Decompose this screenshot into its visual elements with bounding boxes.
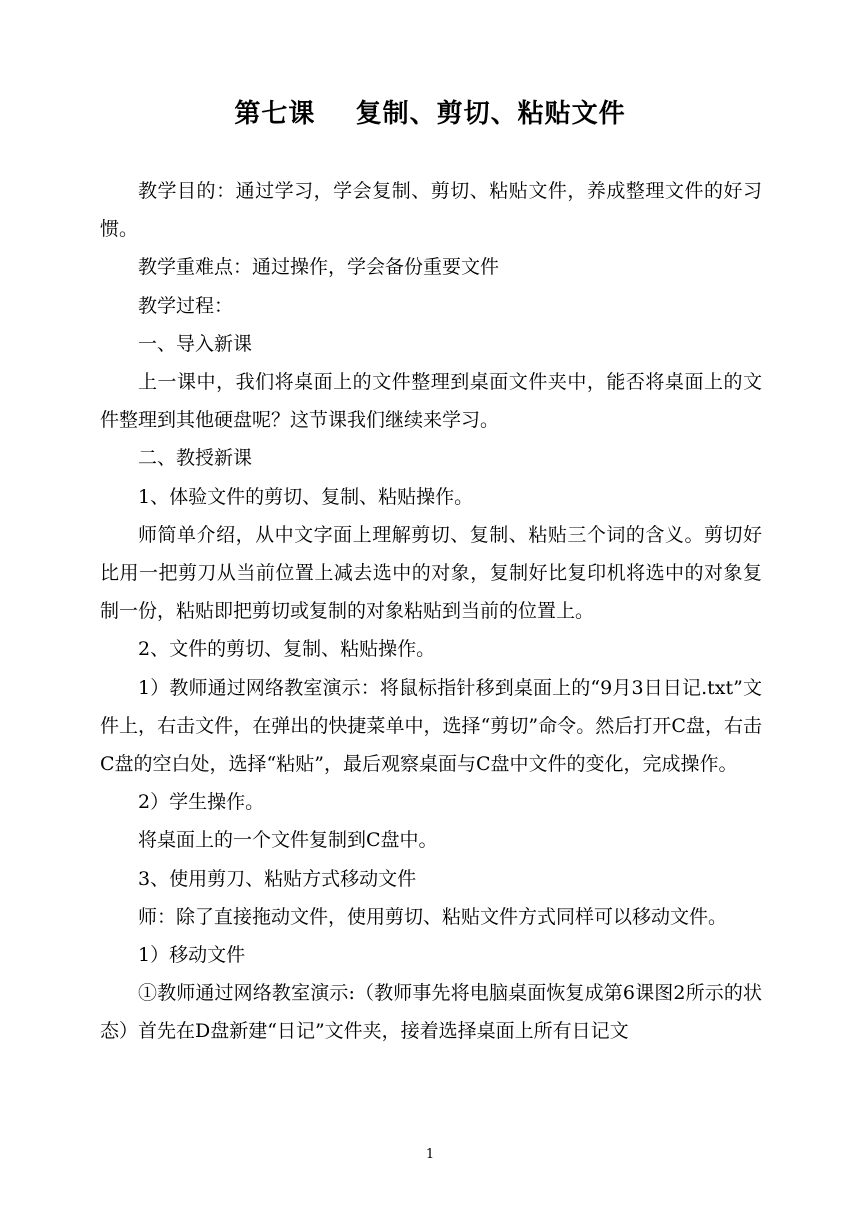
paragraph-move-demo: ①教师通过网络教室演示:（教师事先将电脑桌面恢复成第6课图2所示的状态）首先在D盘新建“日记”文件夹，接着选择桌面上所有日记文: [100, 982, 762, 1043]
paragraph-teaching-process: 教学过程：: [138, 294, 234, 317]
paragraph-student-operation: 2）学生操作。: [138, 791, 265, 814]
paragraph-copy-task: 将桌面上的一个文件复制到C盘中。: [138, 829, 438, 852]
paragraph-term-explanation: 师简单介绍，从中文字面上理解剪切、复制、粘贴三个词的含义。剪切好比用一把剪刀从当前位置上减去选中的对象，复制好比复印机将选中的对象复制一份，粘贴即把剪切或复制的对象粘贴到当前的位置上。: [100, 523, 762, 623]
document-body: [100, 172, 762, 1051]
subheading-move-files: 3、使用剪刀、粘贴方式移动文件: [138, 867, 417, 890]
page-number: 1: [425, 1147, 435, 1162]
paragraph-teacher-demo: 1）教师通过网络教室演示：将鼠标指针移到桌面上的“9月3日日记.txt”文件上，右击文件，在弹出的快捷菜单中，选择“剪切”命令。然后打开C盘，右击C盘的空白处，选择“粘贴”，最后观察桌面与C盘中文件的变化，完成操作。: [100, 676, 762, 776]
subheading-experience-operations: 1、体验文件的剪切、复制、粘贴操作。: [138, 485, 474, 508]
section-heading-introduction: 一、导入新课: [138, 332, 253, 355]
paragraph-introduction: 上一课中，我们将桌面上的文件整理到桌面文件夹中，能否将桌面上的文件整理到其他硬盘呢？这节课我们继续来学习。: [100, 371, 762, 432]
page-title: 第七课 复制、剪切、粘贴文件: [234, 99, 626, 129]
paragraph-teaching-goal: 教学目的：通过学习，学会复制、剪切、粘贴文件，养成整理文件的好习惯。: [100, 180, 762, 241]
section-heading-new-lesson: 二、教授新课: [138, 447, 253, 470]
subheading-move-file-step: 1）移动文件: [138, 944, 246, 967]
paragraph-key-difficulty: 教学重难点：通过操作，学会备份重要文件: [138, 256, 500, 279]
subheading-file-operations: 2、文件的剪切、复制、粘贴操作。: [138, 638, 436, 661]
paragraph-move-explanation: 师：除了直接拖动文件，使用剪切、粘贴文件方式同样可以移动文件。: [138, 905, 728, 928]
